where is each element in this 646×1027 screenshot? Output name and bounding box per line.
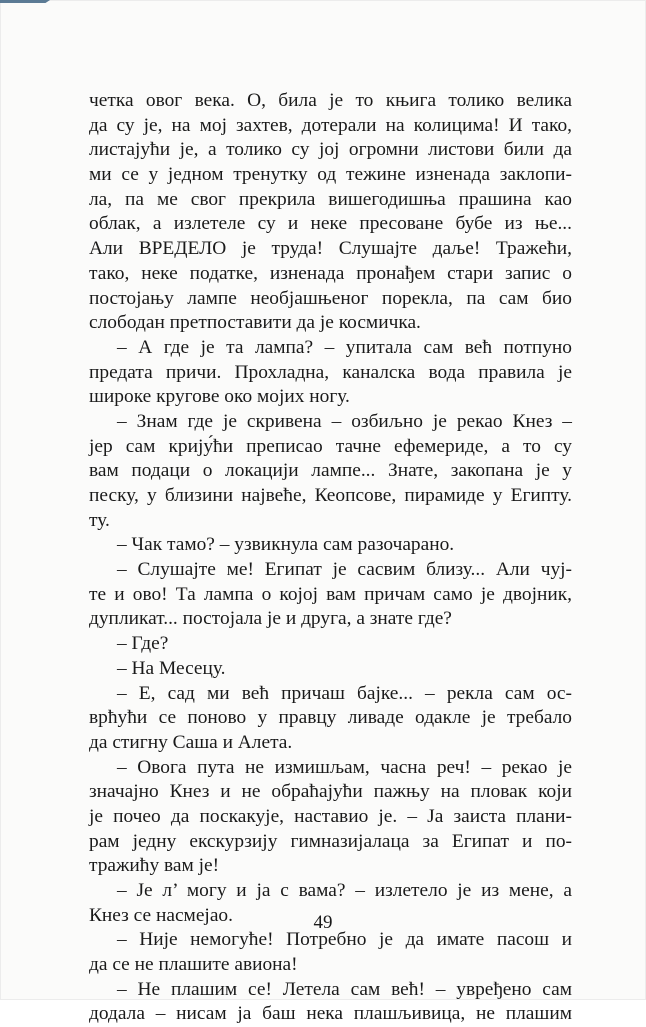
text-line: предата причи. Прохладна, каналска вода правила је	[89, 361, 572, 383]
text-line: те и ово! Та лампа о којој вам причам само је двојник,	[89, 583, 572, 605]
text-line: – На Месецу.	[117, 657, 226, 679]
text-line: вам подаци о локацији лампе... Знате, закопана је у	[89, 460, 572, 482]
text-line: – Није немогуће! Потребно је да имате пасош и	[117, 929, 572, 951]
text-line: Кнез се насмејао.	[89, 904, 233, 926]
text-line: јер сам крију́ћи преписао тачне ефемериде, а то су	[89, 435, 572, 457]
text-line: широке кругове око мојих ногу.	[89, 386, 350, 408]
body-text	[89, 89, 572, 1027]
text-line: рам једну екскурзију гимназијалаца за Египат и по-	[89, 830, 572, 852]
text-line: – Не плашим се! Летела сам већ! – увређено сам	[117, 978, 572, 1000]
text-line: постојању лампе необјашњеног порекла, па сам био	[89, 287, 572, 309]
text-line: четка овог века. О, била је то књига толико велика	[89, 90, 572, 111]
text-line: – Слушајте ме! Египат је сасвим близу... Али чуј-	[117, 559, 572, 581]
text-line: да стигну Саша и Алета.	[89, 731, 293, 753]
text-line: ми се у једном тренутку од тежине изненада заклопи-	[89, 164, 572, 186]
text-line: Али ВРЕДЕЛО је труда! Слушајте даље! Тражећи,	[89, 238, 572, 260]
text-line: – Чак тамо? – узвикнула сам разочарано.	[117, 534, 455, 556]
text-line: дупликат... постојала је и друга, а знате где?	[89, 608, 452, 630]
text-line: песку, у близини највеће, Кеопсове, пирамиде у Египту.	[89, 485, 572, 506]
text-line: – Је л’ могу и ја с вама? – излетело је из мене, а	[117, 880, 572, 901]
page-number: 49	[313, 912, 333, 933]
text-line: – А где је та лампа? – упитала сам већ потпуно	[117, 336, 572, 358]
text-line: тражићу вам је!	[89, 855, 220, 877]
scan-corner-mark	[0, 0, 50, 10]
text-line: – Знам где је скривена – озбиљно је рекао Кнез –	[117, 410, 572, 432]
text-line: тако, неке податке, изненада пронађем стари запис о	[89, 262, 572, 284]
text-line: да су је, на мој захтев, дотерали на колицима! И тако,	[89, 114, 572, 136]
text-line: да се не плашите авиона!	[89, 954, 298, 976]
text-line: ла, па ме свог прекрила вишегодишња прашина као	[89, 188, 572, 210]
text-line: додала – нисам ја баш нека плашљивица, не плашим	[89, 1003, 572, 1025]
text-line: – Овога пута не измишљам, часна реч! – рекао је	[117, 756, 572, 778]
text-line: облак, а излетеле су и неке пресоване бубе из ње...	[89, 213, 572, 235]
text-line: врћући се поново у правцу ливаде одакле је требало	[89, 707, 572, 729]
text-line: слободан претпоставити да је космичка.	[89, 312, 421, 334]
text-line: је почео да поскакује, наставио је. – Ја заиста плани-	[89, 805, 572, 827]
text-line: – Е, сад ми већ причаш бајке... – рекла сам ос-	[117, 682, 572, 704]
text-line: ту.	[89, 509, 110, 531]
text-line: – Где?	[117, 633, 169, 655]
text-line: листајући је, а толико су јој огромни листови били да	[89, 139, 572, 161]
text-line: значајно Кнез и не обраћајући пажњу на пловак који	[89, 781, 572, 803]
